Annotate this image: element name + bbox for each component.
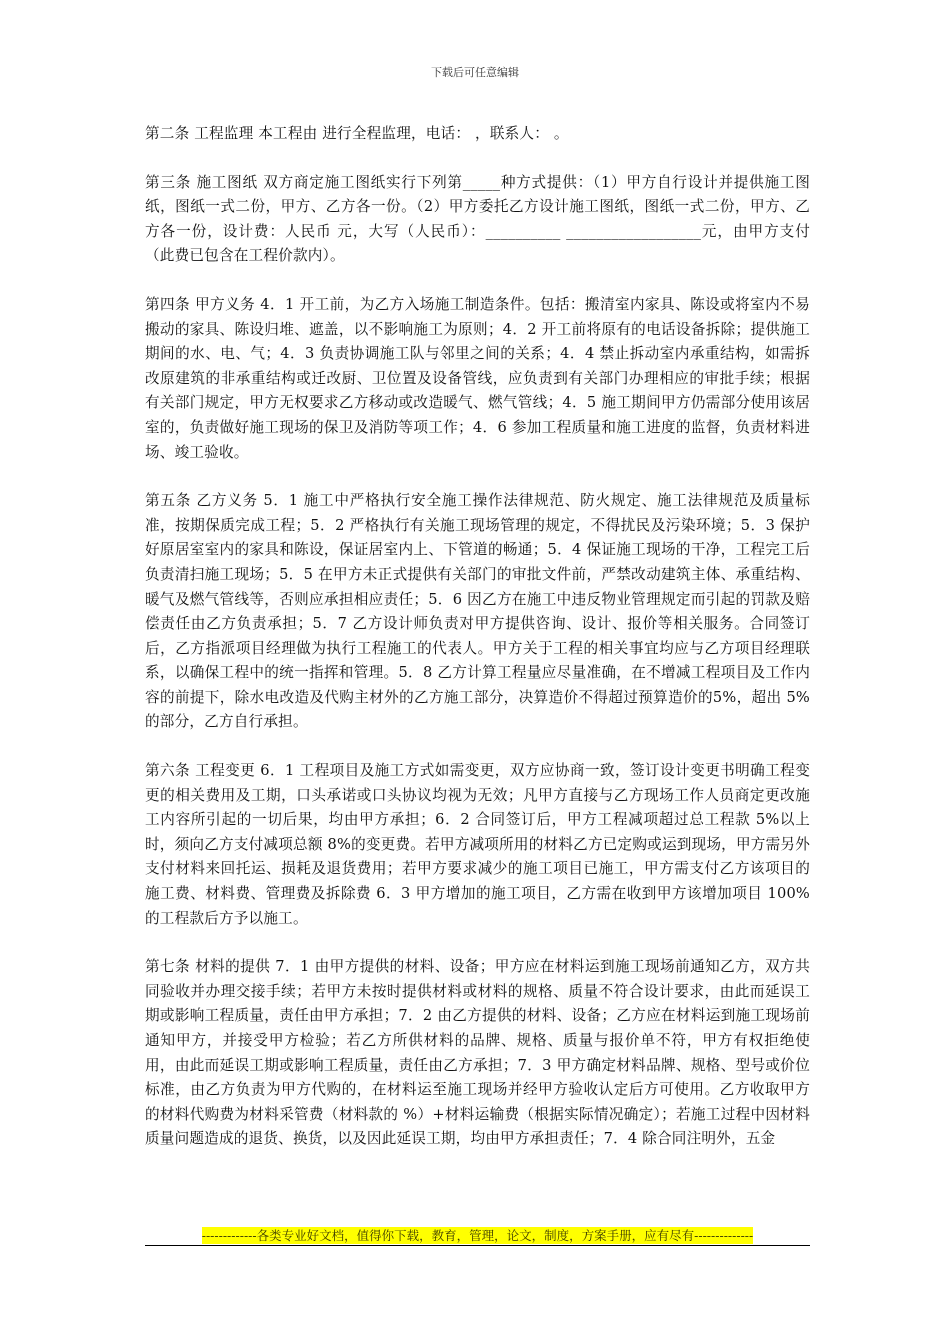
- article-2-supervision: 第二条 工程监理 本工程由 进行全程监理，电话： ，联系人： 。: [145, 125, 569, 142]
- article-6-changes: 第六条 工程变更 6．1 工程项目及施工方式如需变更，双方应协商一致，签订设计变更书明确工程变更的相关费用及工期，口头承诺或口头协议均视为无效；凡甲方直接与乙方现场工作人员商定更改施工内容所引起的一切后果，均由甲方承担；6．2 合同签订后，甲方工程减项超过总工程款 5%以上时，须向乙方支付减项总额 8%的变更费。若甲方减项所用的材料乙方已定购或运到现场，甲方需另外支付材料来回托运、损耗及退货费用；若甲方要求减少的施工项目已施工，甲方需支付乙方该项目的施工费、材料费、管理费及拆除费 6．3 甲方增加的施工项目，乙方需在收到甲方该增加项目 100%的工程款后方予以施工。: [145, 762, 810, 927]
- article-3-drawings: 第三条 施工图纸 双方商定施工图纸实行下列第_____种方式提供：（1）甲方自行设计并提供施工图纸，图纸一式二份，甲方、乙方各一份。（2）甲方委托乙方设计施工图纸，图纸一式二份，甲方、乙方各一份，设计费：人民币 元，大写（人民币）：__________ __________________元，由甲方支付（此费已包含在工程价款内）。: [145, 173, 810, 265]
- article-4-party-a-duties: 第四条 甲方义务 4．1 开工前，为乙方入场施工制造条件。包括：搬清室内家具、陈设或将室内不易搬动的家具、陈设归堆、遮盖，以不影响施工为原则；4．2 开工前将原有的电话设备拆除；提供施工期间的水、电、气；4．3 负责协调施工队与邻里之间的关系；4．4 禁止拆动室内承重结构，如需拆改原建筑的非承重结构或迁改厨、卫位置及设备管线，应负责到有关部门办理相应的审批手续；根据有关部门规定，甲方无权要求乙方移动或改造暖气、燃气管线；4．5 施工期间甲方仍需部分使用该居室的，负责做好施工现场的保卫及消防等项工作；4．6 参加工程质量和施工进度的监督，负责材料进场、竣工验收。: [145, 295, 810, 461]
- footer-banner: [145, 1226, 810, 1244]
- page-header-note: 下载后可任意编辑: [431, 66, 519, 79]
- article-5-party-b-duties: 第五条 乙方义务 5．1 施工中严格执行安全施工操作法律规范、防火规定、施工法律规范及质量标准，按期保质完成工程；5．2 严格执行有关施工现场管理的规定，不得扰民及污染环境；5．3 保护好原居室室内的家具和陈设，保证居室内上、下管道的畅通；5．4 保证施工现场的干净，工程完工后负责清扫施工现场；5．5 在甲方未正式提供有关部门的审批文件前，严禁改动建筑主体、承重结构、暖气及燃气管线等，否则应承担相应责任；5．6 因乙方在施工中违反物业管理规定而引起的罚款及赔偿责任由乙方负责承担；5．7 乙方设计师负责对甲方提供咨询、设计、报价等相关服务。合同签订后，乙方指派项目经理做为执行工程施工的代表人。甲方关于工程的相关事宜均应与乙方项目经理联系，以确保工程中的统一指挥和管理。5．8 乙方计算工程量应尽量准确，在不增减工程项目及工作内容的前提下，除水电改造及代购主材外的乙方施工部分，决算造价不得超过预算造价的5%，超出 5%的部分，乙方自行承担。: [145, 492, 810, 731]
- footer-divider: [145, 1245, 810, 1246]
- document-body: [145, 122, 810, 1176]
- article-7-materials: 第七条 材料的提供 7．1 由甲方提供的材料、设备；甲方应在材料运到施工现场前通知乙方，双方共同验收并办理交接手续；若甲方未按时提供材料或材料的规格、质量不符合设计要求，由此而延误工期或影响工程质量，责任由甲方承担；7．2 由乙方提供的材料、设备；乙方应在材料运到施工现场前通知甲方，并接受甲方检验；若乙方所供材料的品牌、规格、质量与报价单不符，甲方有权拒绝使用，由此而延误工期或影响工程质量，责任由乙方承担；7．3 甲方确定材料品牌、规格、型号或价位标准，由乙方负责为甲方代购的，在材料运至施工现场并经甲方验收认定后方可使用。乙方收取甲方的材料代购费为材料采管费（材料款的 %）+材料运输费（根据实际情况确定）；若施工过程中因材料质量问题造成的退货、换货，以及因此延误工期，均由甲方承担责任；7．4 除合同注明外，五金: [145, 958, 810, 1148]
- footer-banner-text: -------------各类专业好文档，值得你下载，教育，管理，论文，制度，方案手册，应有尽有--------------: [201, 1228, 754, 1243]
